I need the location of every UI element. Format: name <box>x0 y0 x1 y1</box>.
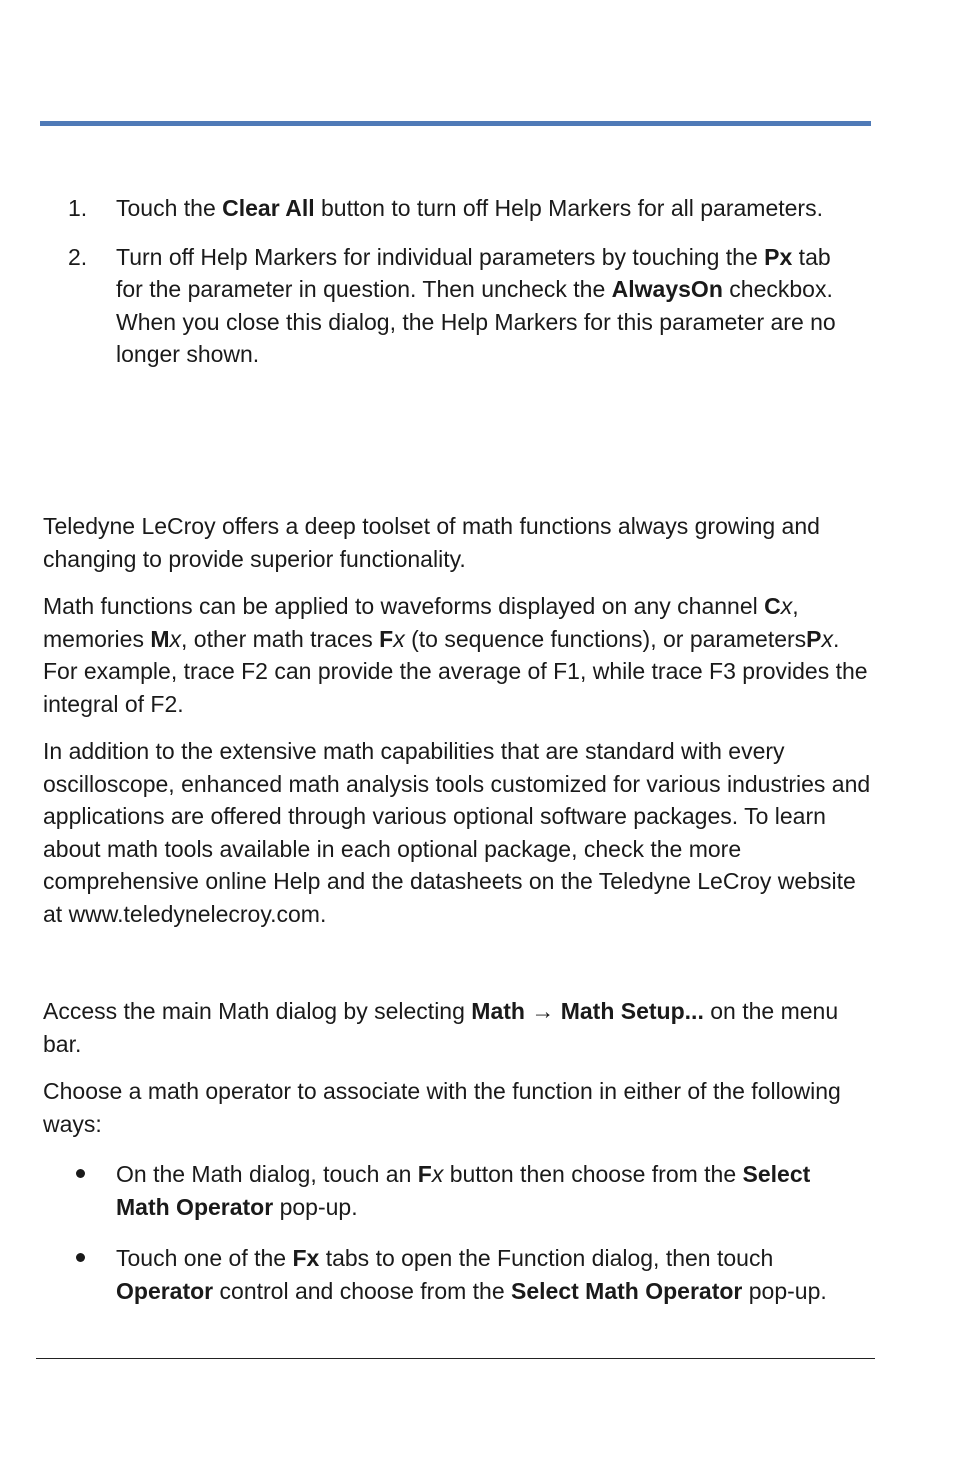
text-run: button to turn off Help Markers for all parameters. <box>314 195 823 221</box>
text-run: (to sequence functions), or parameters <box>404 625 807 652</box>
italic-run: x <box>431 1161 444 1187</box>
text-run: checkbox. When you close this dialog, the Help Markers for this parameter are no longer shown. <box>116 276 836 367</box>
text-run: Touch the <box>116 195 223 221</box>
ui-term: P <box>806 625 822 652</box>
intro-section <box>43 510 873 945</box>
paragraph <box>43 995 873 1060</box>
ui-term: AlwaysOn <box>611 276 723 302</box>
list-number: 2. <box>68 243 88 270</box>
numbered-list <box>0 192 954 387</box>
text-run: button then choose from the <box>443 1161 743 1187</box>
ui-term: M <box>150 625 170 652</box>
italic-run: x <box>169 625 182 652</box>
ui-term: Select Math Operator <box>511 1277 743 1304</box>
list-number: 1. <box>68 195 88 221</box>
footer-rule <box>36 1358 875 1359</box>
header-rule <box>40 121 871 126</box>
text-run: control and choose from the <box>213 1277 512 1304</box>
text-run: Touch one of the <box>116 1245 293 1271</box>
text-run: Access the main Math dialog by selecting <box>43 998 472 1024</box>
access-section <box>43 995 873 1155</box>
text-run: on the menu bar. <box>43 998 839 1057</box>
ui-term: F <box>379 625 394 652</box>
ui-term: Clear All <box>222 195 315 221</box>
text-run: , other math traces <box>181 625 380 652</box>
ui-term: Math → Math Setup... <box>471 998 704 1024</box>
list-item <box>0 1242 866 1307</box>
paragraph <box>43 590 873 720</box>
text-run: tabs to open the Function dialog, then touch <box>319 1245 774 1271</box>
list-item <box>0 1158 866 1223</box>
text-run: , memories <box>43 593 799 652</box>
ui-term: Fx <box>292 1245 320 1271</box>
italic-run: x <box>780 593 793 619</box>
ui-term: Select Math Operator <box>116 1161 811 1220</box>
paragraph: Teledyne LeCroy offers a deep toolset of math functions always growing and changing to provide superior functionality. <box>43 513 820 572</box>
paragraph: Choose a math operator to associate with the function in either of the following ways: <box>43 1078 841 1137</box>
list-item <box>0 241 851 371</box>
text-run: . For example, trace F2 can provide the average of F1, while trace F3 provides the integral of F2. <box>43 625 868 717</box>
ui-term: F <box>417 1161 432 1187</box>
text-run: tab for the parameter in question. Then uncheck the <box>116 243 831 302</box>
text-run: Turn off Help Markers for individual parameters by touching the <box>116 243 765 270</box>
italic-run: x <box>393 625 405 652</box>
bullet-list <box>0 1158 954 1326</box>
text-run: Math functions can be applied to waveforms displayed on any channel <box>43 593 765 619</box>
bullet-icon <box>76 1169 85 1178</box>
bullet-icon <box>76 1253 85 1262</box>
text-run: pop-up. <box>742 1277 827 1304</box>
text-run: On the Math dialog, touch an <box>116 1161 418 1187</box>
paragraph: In addition to the extensive math capabilities that are standard with every oscilloscope, enhanced math analysis tools customized for various industries and applications are offered through various optional software packages. To learn about math tools available in each optional package, check the more comprehensive online Help and the datasheets on the Teledyne LeCroy website at www.teledynelecroy.com. <box>43 738 871 927</box>
ui-term: Operator <box>116 1277 214 1304</box>
italic-run: x <box>821 625 833 652</box>
text-run: pop-up. <box>273 1193 358 1220</box>
ui-term: C <box>764 593 781 619</box>
ui-term: Px <box>764 243 793 270</box>
list-item <box>0 192 851 225</box>
